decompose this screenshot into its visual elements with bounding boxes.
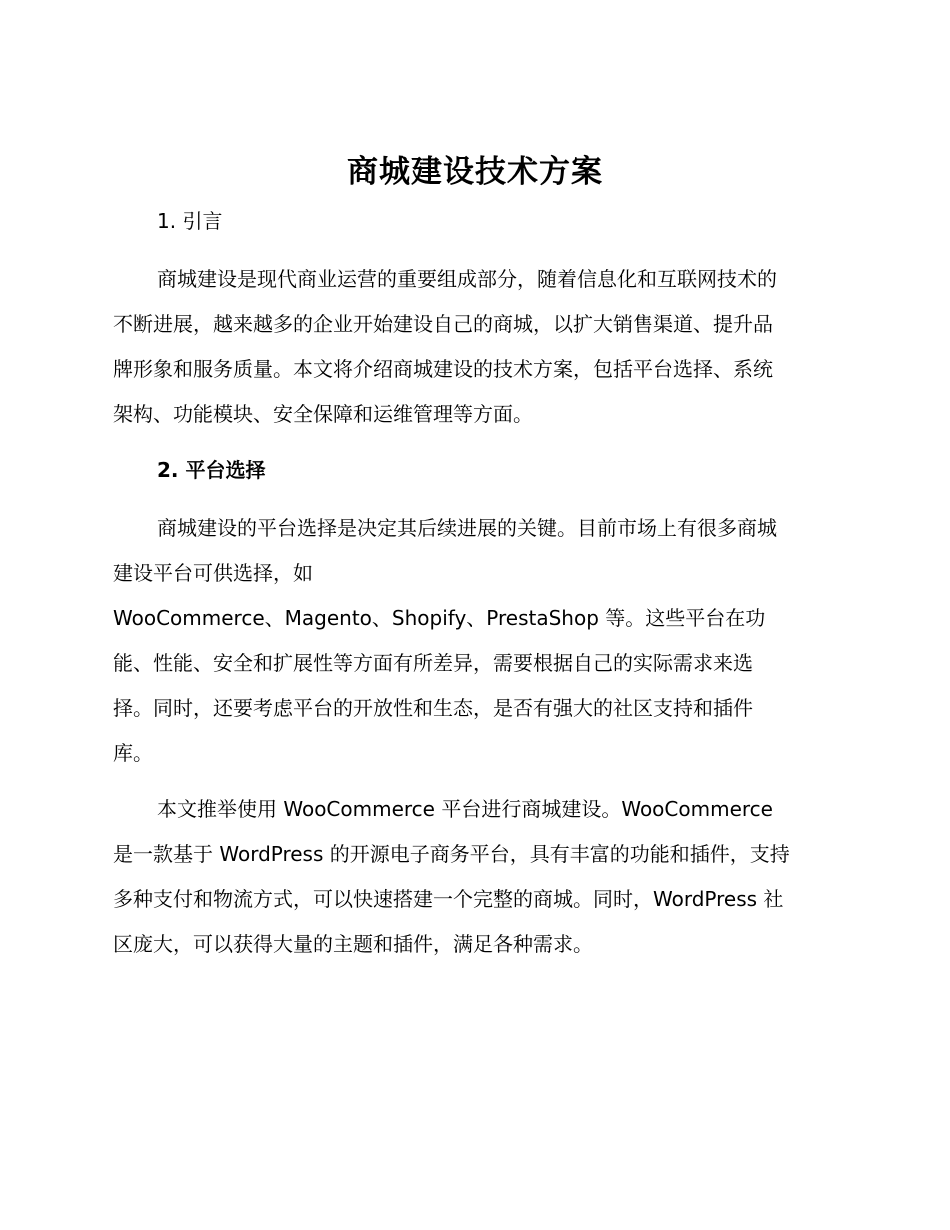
paragraph-line: 能、性能、安全和扩展性等方面有所差异，需要根据自己的实际需求来选	[113, 651, 753, 675]
paragraph-line: 区庞大，可以获得大量的主题和插件，满足各种需求。	[113, 932, 593, 956]
paragraph-line: 商城建设是现代商业运营的重要组成部分，随着信息化和互联网技术的	[157, 267, 777, 291]
paragraph-line: WooCommerce、Magento、Shopify、PrestaShop 等。这些平台在功	[113, 606, 766, 630]
paragraph-line: 择。同时，还要考虑平台的开放性和生态，是否有强大的社区支持和插件	[113, 696, 753, 720]
paragraph-line: 是一款基于 WordPress 的开源电子商务平台，具有丰富的功能和插件，支持	[113, 842, 790, 866]
paragraph-line: 架构、功能模块、安全保障和运维管理等方面。	[113, 402, 533, 426]
section-heading-platform-selection: 2. 平台选择	[157, 458, 266, 482]
paragraph-line: 建设平台可供选择，如	[113, 561, 313, 585]
paragraph-line: 不断进展，越来越多的企业开始建设自己的商城，以扩大销售渠道、提升品	[113, 312, 773, 336]
section-heading-introduction: 1. 引言	[157, 209, 223, 233]
paragraph-platform-selection	[113, 506, 837, 776]
paragraph-introduction	[113, 257, 837, 437]
paragraph-line: 商城建设的平台选择是决定其后续进展的关键。目前市场上有很多商城	[157, 516, 777, 540]
paragraph-line: 多种支付和物流方式，可以快速搭建一个完整的商城。同时，WordPress 社	[113, 887, 784, 911]
paragraph-line: 牌形象和服务质量。本文将介绍商城建设的技术方案，包括平台选择、系统	[113, 357, 773, 381]
paragraph-line: 本文推举使用 WooCommerce 平台进行商城建设。WooCommerce	[157, 797, 773, 821]
paragraph-line: 库。	[113, 741, 153, 765]
document-title: 商城建设技术方案	[347, 154, 603, 190]
paragraph-woocommerce-recommendation	[113, 787, 837, 967]
